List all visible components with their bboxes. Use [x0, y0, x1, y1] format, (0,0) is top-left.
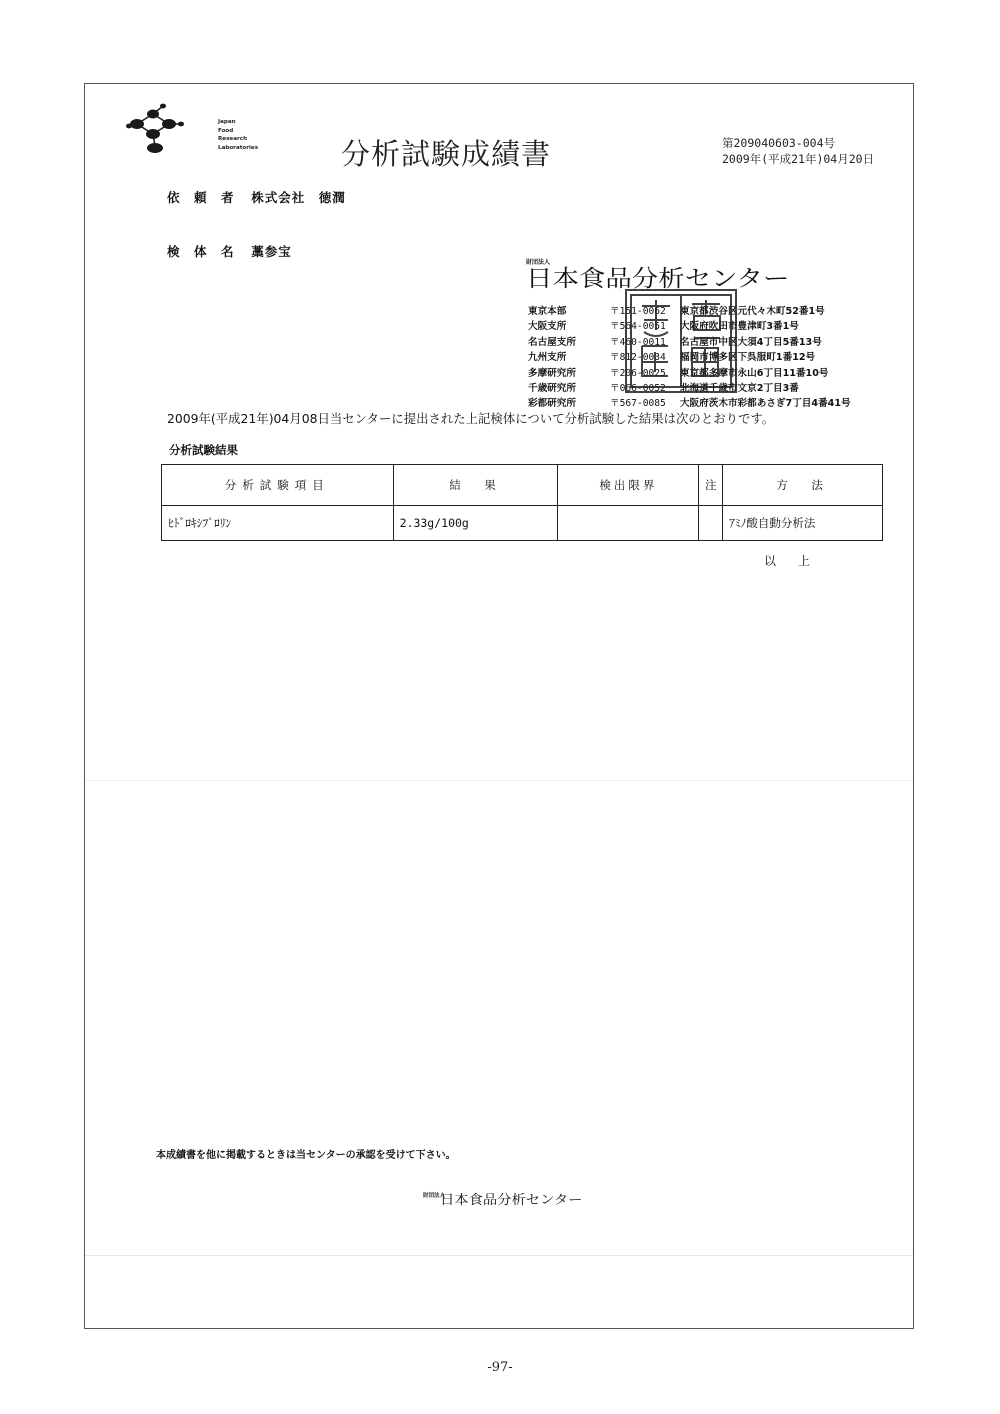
header-item: 分析試験項目: [162, 465, 394, 506]
official-seal-stamp: [622, 286, 740, 396]
end-mark: 以上: [764, 554, 833, 568]
requester-label: 依 頼 者: [167, 190, 235, 205]
branch-row: 九州支所 〒812-0034 福岡市博多区下呉服町1番12号: [528, 352, 816, 364]
requester-line: [167, 188, 346, 206]
cell-result: 2.33g/100g: [393, 506, 558, 541]
logo-text: Japan Food Research Laboratories: [218, 119, 259, 151]
reproduction-notice: 本成績書を他に掲載するときは当センターの承認を受けて下さい。: [156, 1150, 456, 1161]
table-row: [162, 506, 883, 541]
footer-issuer-name: 日本食品分析センター: [440, 1193, 583, 1208]
header-method: 方 法: [723, 465, 883, 506]
issuer-prefix: 財団法人: [526, 259, 551, 266]
branch-row: 東京本部 〒151-0062 東京都渋谷区元代々木町52番1号: [528, 306, 825, 317]
document-number-block: [722, 135, 874, 167]
branch-row: 大阪支所 〒564-0051 大阪府吹田市豊津町3番1号: [528, 321, 799, 333]
cell-note: [699, 506, 723, 541]
document-frame: [84, 83, 914, 1329]
divider: [85, 780, 913, 781]
molecule-logo-icon: [125, 100, 215, 156]
branch-row: 名古屋支所 〒460-0011 名古屋市中区大須4丁目5番13号: [528, 336, 822, 348]
header-result: 結 果: [393, 465, 558, 506]
results-table: [161, 464, 883, 541]
result-statement: 2009年(平成21年)04月08日当センターに提出された上記検体について分析試験した結果は次のとおりです。: [167, 411, 775, 426]
cell-limit: [558, 506, 699, 541]
cell-item: ﾋﾄﾞﾛｷｼﾌﾟﾛﾘﾝ: [162, 506, 394, 541]
page-number: -97-: [487, 1360, 513, 1375]
branch-row: 彩都研究所 〒567-0085 大阪府茨木市彩都あさぎ7丁目4番41号: [528, 398, 851, 410]
results-section-title: 分析試験結果: [169, 443, 238, 457]
branch-row: 千歳研究所 〒066-0052 北海道千歳市文京2丁目3番: [528, 383, 799, 395]
document-number: 第209040603-004号: [722, 136, 836, 150]
document-date: 2009年(平成21年)04月20日: [722, 152, 875, 166]
branch-row: 多摩研究所 〒206-0025 東京都多摩市永山6丁目11番10号: [528, 367, 829, 379]
sample-label: 検 体 名: [167, 244, 235, 259]
document-title: 分析試験成績書: [341, 137, 552, 171]
issuer-name: 日本食品分析センター: [526, 266, 790, 292]
footer-issuer-prefix: 財団法人: [423, 1193, 446, 1199]
requester-value: 株式会社 徳潤: [251, 190, 346, 205]
table-header-row: [162, 465, 883, 506]
header-limit: 検出限界: [558, 465, 699, 506]
jfrl-logo: [125, 100, 259, 156]
header-note: 注: [699, 465, 723, 506]
sample-line: [167, 242, 292, 260]
divider: [85, 1255, 913, 1256]
sample-value: 藁参宝: [251, 244, 292, 259]
cell-method: ｱﾐﾉ酸自動分析法: [723, 506, 883, 541]
